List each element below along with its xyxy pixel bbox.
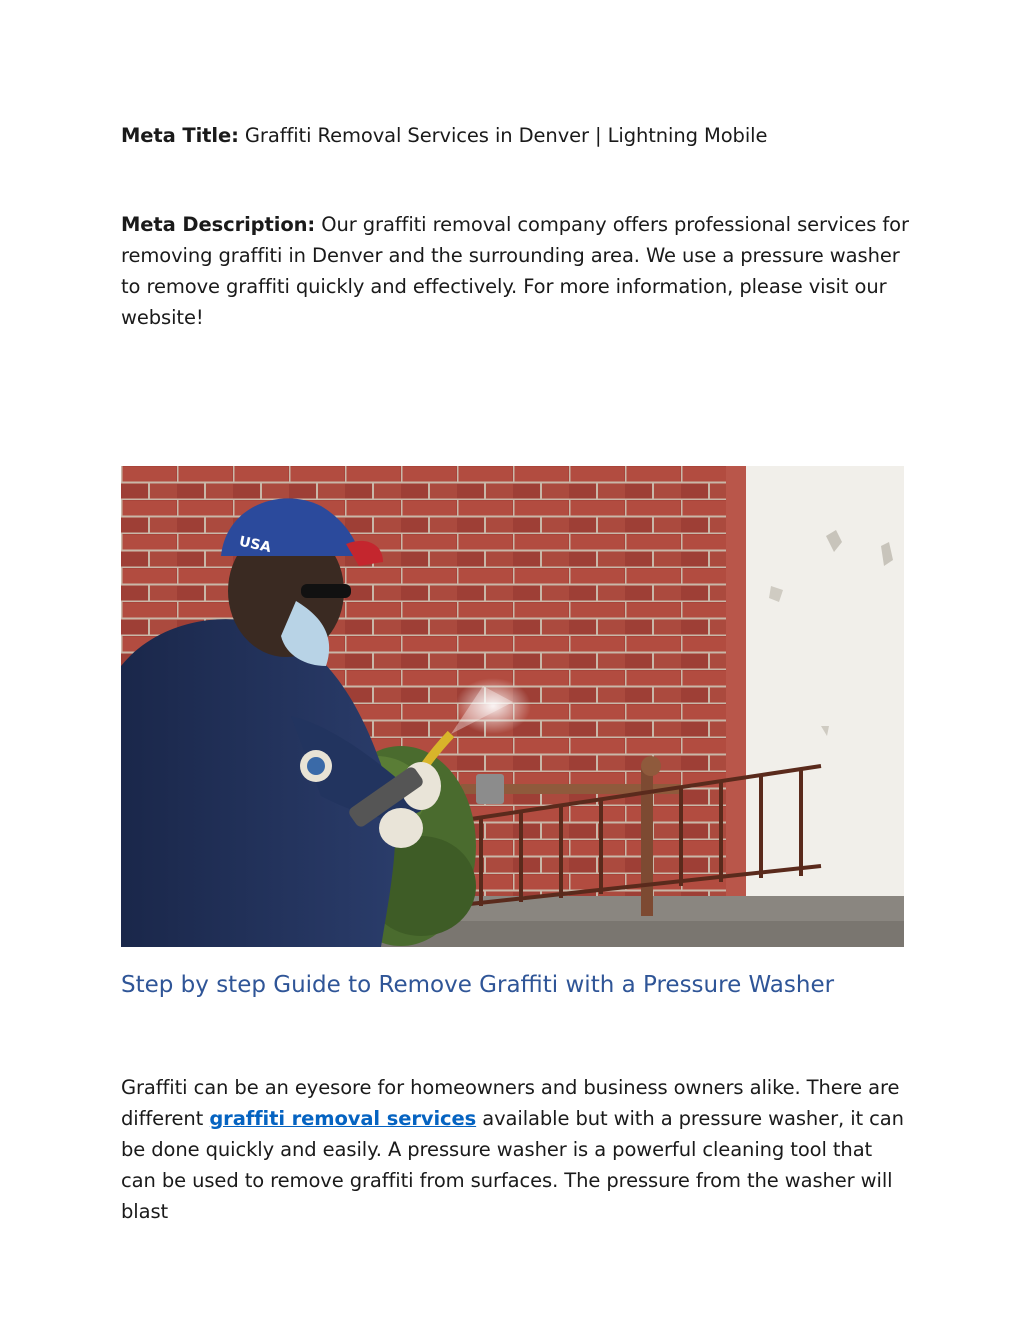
cap-text: USA: [237, 533, 273, 557]
section-heading: Step by step Guide to Remove Graffiti with a Pressure Washer: [121, 972, 835, 998]
paragraph-text-before-link: Graffiti can be an eyesore for homeowners and business owners alike. There are different: [121, 1076, 900, 1130]
meta-title-label: Meta Title:: [121, 124, 239, 147]
meta-title-text: Graffiti Removal Services in Denver | Lightning Mobile: [238, 124, 768, 147]
meta-description: [121, 209, 911, 333]
meta-description-label: Meta Description:: [121, 213, 316, 236]
meta-description-text: Our graffiti removal company offers professional services for removing graffiti in Denver and the surrounding area. We use a pressure washer to remove graffiti quickly and effectively. For more information, please visit our website!: [121, 213, 909, 329]
intro-paragraph: [121, 1072, 911, 1227]
meta-title: [121, 120, 911, 151]
paragraph-text-after-link: available but with a pressure washer, it can be done quickly and easily. A pressure washer is a powerful cleaning tool that can be used to remove graffiti from surfaces. The pressure from the washer will blast: [121, 1107, 904, 1223]
pressure-washing-photo: [121, 466, 904, 947]
graffiti-removal-services-link[interactable]: graffiti removal services: [209, 1107, 477, 1130]
